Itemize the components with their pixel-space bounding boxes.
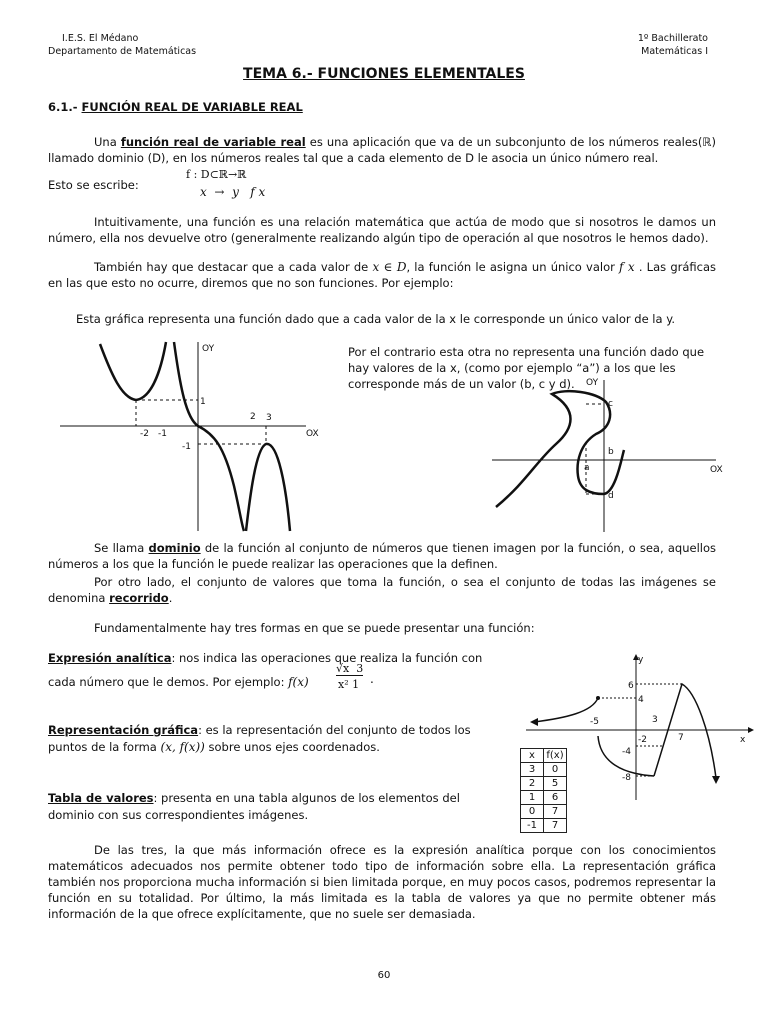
cell: 7 <box>544 819 567 833</box>
text: : presenta en una tabla algunos de los elementos del dominio con sus correspondientes imágenes. <box>48 791 460 822</box>
text: Por el contrario esta otra no representa una función dado que hay valores de la x, (como por ejemplo “a”) a los que les corresponde más de un valor (b, c y d). <box>348 345 705 391</box>
table-row <box>521 819 567 833</box>
paragraph-definition <box>48 134 716 166</box>
tick-7: 7 <box>678 733 684 743</box>
left-arrow <box>530 718 538 726</box>
term-expresion: Expresión analítica <box>48 651 172 665</box>
text: . Las gráficas en las que esto no ocurre, diremos que no son funciones. Por ejemplo: <box>48 260 716 290</box>
non-function-curve <box>496 391 624 507</box>
oy-label: OY <box>586 378 599 388</box>
header-fx: f(x) <box>544 749 567 763</box>
x-label: x <box>740 735 746 745</box>
down-arrow <box>712 776 720 784</box>
ox-label: OX <box>710 465 723 475</box>
section-name: FUNCIÓN REAL DE VARIABLE REAL <box>81 100 303 114</box>
header-x: x <box>521 749 544 763</box>
text: , la función le asigna un único valor <box>406 260 620 274</box>
label-d: d <box>608 491 614 501</box>
term-recorrido: recorrido <box>109 591 169 605</box>
math-x-in-d: x ∈ D <box>372 260 407 274</box>
text: sobre unos ejes coordenados. <box>204 740 380 754</box>
paragraph-range <box>48 574 716 606</box>
cell: 7 <box>544 805 567 819</box>
peak-curve <box>654 684 716 778</box>
text: Por otro lado, el conjunto de valores que toma la función, o sea el conjunto de todas las imágenes se denomina <box>48 575 716 605</box>
label-c: c <box>608 399 613 409</box>
text: : es la representación del conjunto de todos los puntos de la forma <box>48 723 471 754</box>
label-minus1-y: -1 <box>182 442 191 452</box>
text: Se llama <box>94 541 149 555</box>
left-curve <box>534 698 598 722</box>
text: También hay que destacar que a cada valor de <box>94 260 373 274</box>
tick-minus8: -8 <box>622 773 631 783</box>
table-block <box>48 790 468 824</box>
header-course: 1º Bachillerato <box>637 33 708 44</box>
page-number: 60 <box>377 970 391 981</box>
y-label: y <box>638 655 644 665</box>
cell: 3 <box>521 763 544 777</box>
middle-branch-curve <box>174 342 244 531</box>
tick-minus2: -2 <box>638 735 647 745</box>
label-1: 1 <box>200 397 206 407</box>
tick-minus5: -5 <box>590 717 599 727</box>
label-minus1-x: -1 <box>158 429 167 439</box>
label-a: a <box>584 463 590 473</box>
tick-6: 6 <box>628 681 634 691</box>
fraction-numerator: √x 3 <box>336 662 364 675</box>
cell: 5 <box>544 777 567 791</box>
table-row <box>521 805 567 819</box>
cell: 2 <box>521 777 544 791</box>
text: es una aplicación que va de un subconjunto de los números reales(ℝ) llamado dominio (D), en los números reales tal que a cada elemento de D le asocia un único número real. <box>48 135 716 165</box>
text: Una <box>94 135 121 149</box>
oy-label: OY <box>202 344 215 354</box>
math-point: (x, f(x)) <box>160 740 205 754</box>
cell: 6 <box>544 791 567 805</box>
left-branch-curve <box>100 342 166 400</box>
cell: 0 <box>521 805 544 819</box>
header-school: I.E.S. El Médano <box>62 33 139 44</box>
paragraph-comparison: De las tres, la que más información ofrece es la expresión analítica porque con los conocimientos matemáticos adecuados nos permite obtener todo tipo de información sobre ella. La representación gráfica también nos proporciona mucha información si bien limitada porque, en muy pocos casos, podremos representar la función en su totalidad. Por último, la más limitada es la tabla de valores ya que no permite obtener más información de la que ofrece explícitamente, que no suele ser demasiada. <box>48 843 716 921</box>
paragraph-unique-value <box>48 259 716 291</box>
term-tabla: Tabla de valores <box>48 791 154 805</box>
paragraph-function-graph: Esta gráfica representa una función dado que a cada valor de la x le corresponde un único valor de la y. <box>76 312 676 326</box>
notation-line2: x → y f x <box>200 185 266 199</box>
header-department: Departamento de Matemáticas <box>48 46 197 57</box>
notation-line1: f : D⊂ℝ→ℝ <box>186 168 247 181</box>
cell: 1 <box>521 791 544 805</box>
right-branch-curve <box>246 444 290 531</box>
paragraph-intuitive: Intuitivamente, una función es una relación matemática que actúa de modo que si nosotros le damos un número, ella nos devuelve otro (generalmente realizando algún tipo de operación al que nosotros le hemos dado). <box>48 215 716 245</box>
page-title: TEMA 6.- FUNCIONES ELEMENTALES <box>243 66 525 82</box>
non-function-graph <box>486 372 736 537</box>
section-number: 6.1.- <box>48 100 78 114</box>
term-representacion: Representación gráfica <box>48 723 199 737</box>
math-fx: f x <box>619 260 635 274</box>
math-fx-label: f(x) <box>288 675 309 689</box>
fraction-denominator: x² 1 <box>338 678 360 691</box>
expression-block <box>48 646 488 694</box>
function-graph <box>56 336 338 536</box>
tick-4: 4 <box>638 695 644 705</box>
cell: 0 <box>544 763 567 777</box>
term-real-function: función real de variable real <box>120 135 306 149</box>
tick-3: 3 <box>652 715 658 725</box>
label-b: b <box>608 447 614 457</box>
text: de la función al conjunto de números que tienen imagen por la función, o sea, aquellos números a los que la función le puede realizar las operaciones que la definen. <box>48 541 716 571</box>
header-subject: Matemáticas I <box>641 46 708 57</box>
section-heading <box>48 100 303 114</box>
representation-block <box>48 722 478 756</box>
term-dominio: dominio <box>148 541 201 555</box>
text: . <box>168 591 173 605</box>
fraction-end: . <box>370 672 374 686</box>
paragraph-three-forms: Fundamentalmente hay tres formas en que se puede presentar una función: <box>94 621 535 635</box>
x-axis-arrow <box>748 727 754 733</box>
cell: -1 <box>521 819 544 833</box>
paragraph-domain <box>48 540 716 572</box>
label-minus2: -2 <box>140 429 149 439</box>
label-2: 2 <box>250 412 256 422</box>
notation-label: Esto se escribe: <box>48 178 139 192</box>
ox-label: OX <box>306 429 319 439</box>
label-3: 3 <box>266 413 272 423</box>
tick-minus4: -4 <box>622 747 631 757</box>
example-function-graph <box>526 652 756 802</box>
text: : nos indica las operaciones que realiza la función con cada número que le demos. Por ejemplo: <box>48 651 483 689</box>
